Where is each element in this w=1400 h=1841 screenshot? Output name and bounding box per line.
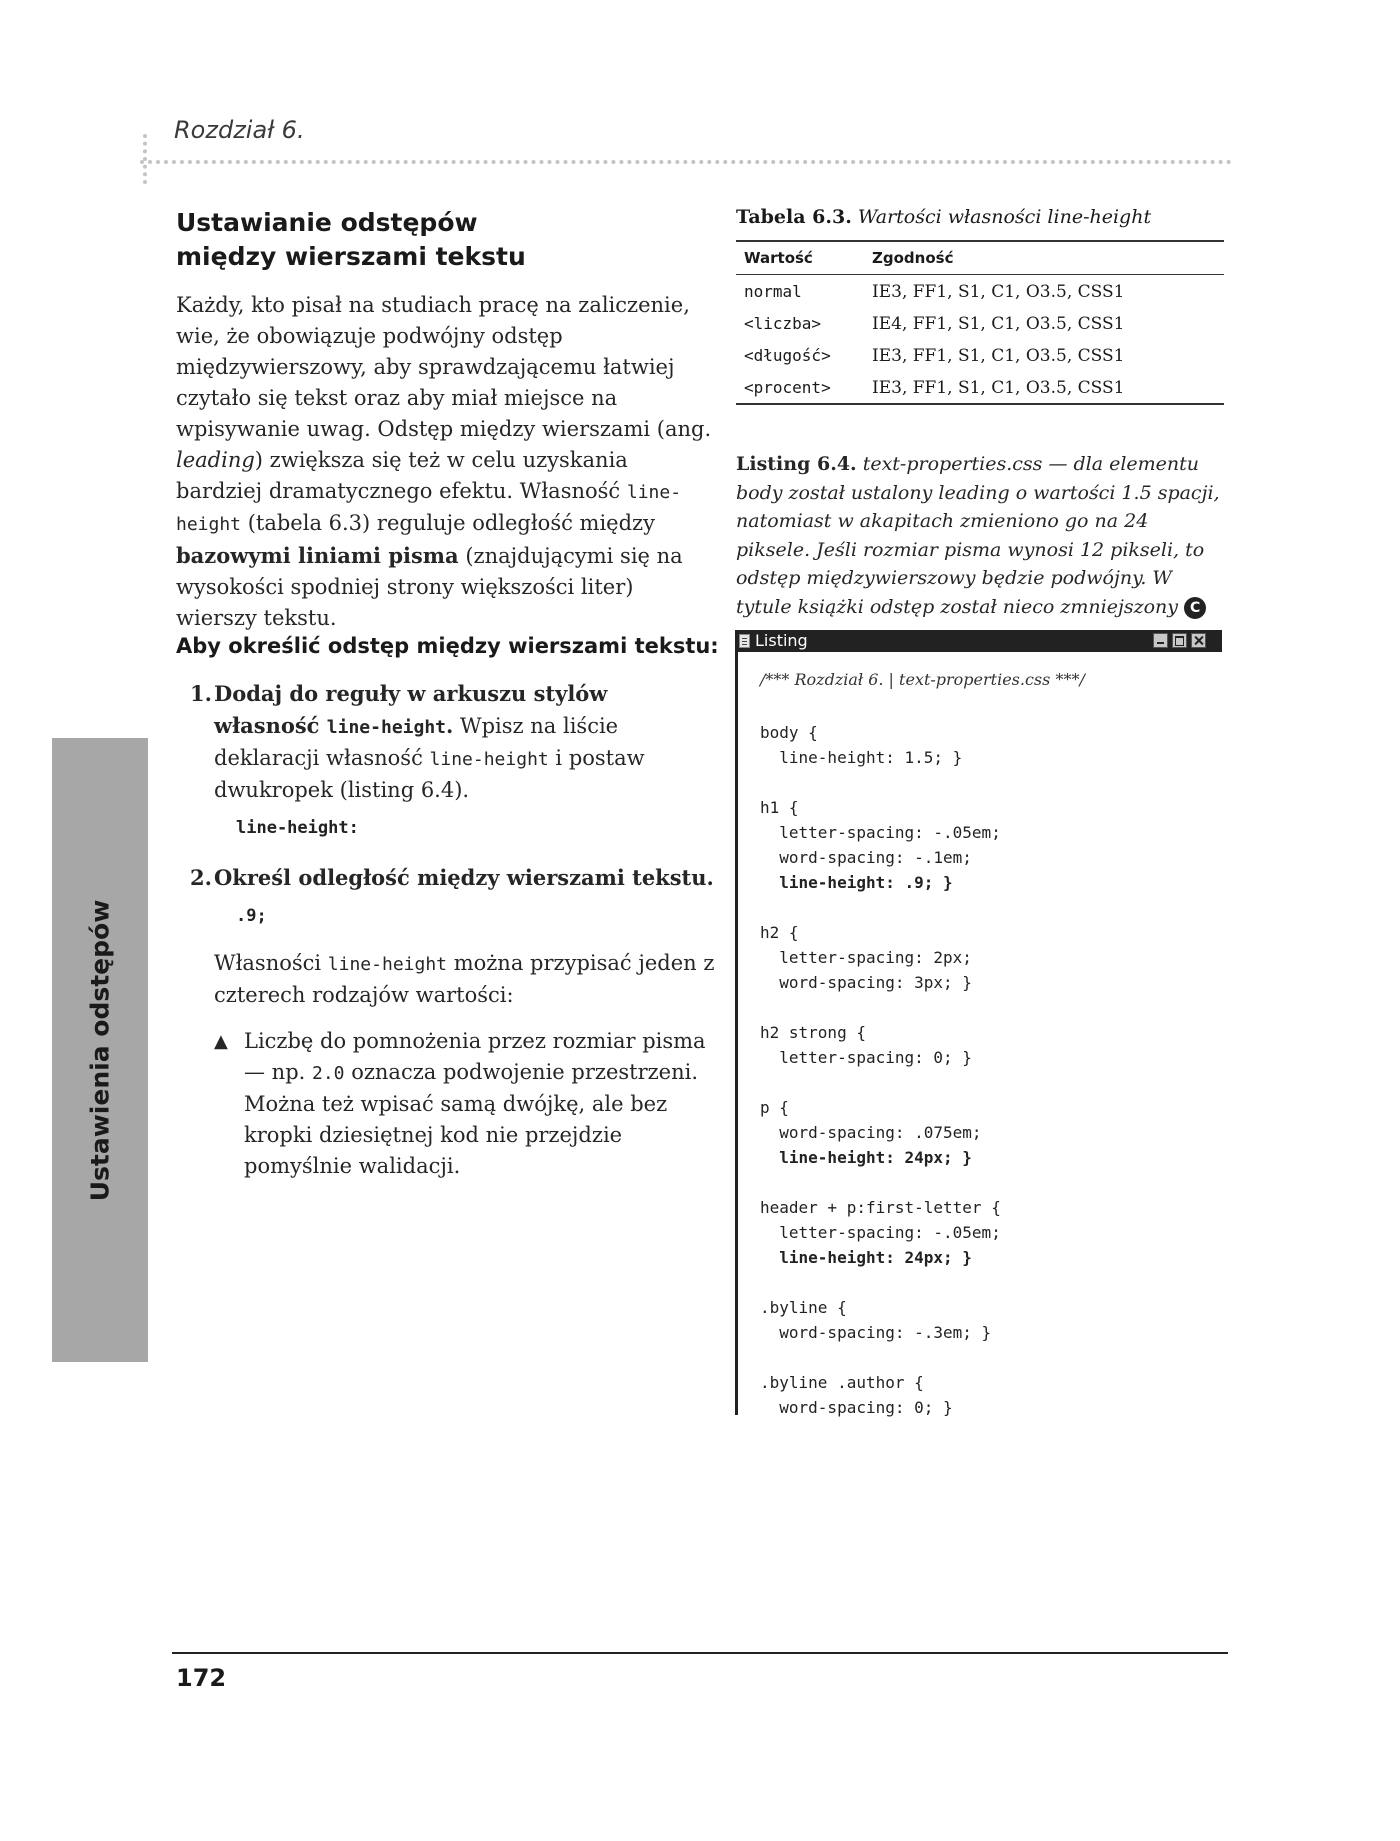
- code-line: h2 strong {: [760, 1023, 866, 1042]
- code-line: word-spacing: 0; }: [760, 1398, 953, 1417]
- code-line: h2 {: [760, 923, 799, 942]
- code-line: h1 {: [760, 798, 799, 817]
- code-blank-line: [760, 1070, 1220, 1095]
- intro-bold: bazowymi liniami pisma: [176, 543, 459, 568]
- table-row: [736, 371, 1224, 404]
- section-title-line1: Ustawianie odstępów: [176, 208, 478, 237]
- code-listing: [760, 670, 1220, 1420]
- close-icon[interactable]: [1191, 633, 1206, 648]
- table-cell-compat: IE3, FF1, S1, C1, O3.5, CSS1: [864, 371, 1224, 404]
- code-blank-line: [760, 895, 1220, 920]
- code-lines: [760, 720, 1220, 1420]
- howto-title: Aby określić odstęp między wierszami tekstu:: [176, 634, 719, 658]
- step-1-bold: Dodaj do reguły w arkuszu stylów własność: [214, 681, 608, 738]
- table-cell-compat: IE3, FF1, S1, C1, O3.5, CSS1: [872, 345, 1125, 366]
- side-tab-label: Ustawienia odstępów: [85, 899, 115, 1201]
- bullet-item: [214, 1026, 718, 1182]
- table-header-compat: Zgodność: [864, 241, 1224, 275]
- figure-badge-icon: C: [1184, 597, 1206, 619]
- code-line: word-spacing: -.3em; }: [760, 1323, 992, 1342]
- code-line: .byline {: [760, 1298, 847, 1317]
- step-1-number: 1.: [190, 681, 212, 706]
- table-row: [736, 339, 1224, 371]
- code-blank-line: [760, 1170, 1220, 1195]
- step-2-number: 2.: [190, 865, 212, 890]
- code-line: line-height: 24px; }: [760, 1248, 972, 1267]
- values-code: line-height: [327, 954, 448, 975]
- bullet-text: Liczbę do pomnożenia przez rozmiar pisma — np.: [244, 1029, 706, 1084]
- code-line: letter-spacing: -.05em;: [760, 1223, 1001, 1242]
- code-line: header + p:first-letter {: [760, 1198, 1001, 1217]
- code-line: word-spacing: -.1em;: [760, 848, 972, 867]
- table-header-row: [736, 241, 1224, 275]
- code-blank-line: [760, 1270, 1220, 1295]
- values-text: Własności: [214, 951, 328, 975]
- step-1: [176, 678, 716, 806]
- code-line: p {: [760, 1098, 789, 1117]
- table-cell-compat: IE3, FF1, S1, C1, O3.5, CSS1: [872, 281, 1125, 302]
- table-row: [736, 307, 1224, 339]
- header-dotted-corner: [143, 134, 147, 184]
- table-caption: [736, 206, 1216, 228]
- code-blank-line: [760, 770, 1220, 795]
- step-1-bold-end: .: [446, 713, 454, 738]
- intro-code: line-height: [176, 482, 682, 535]
- code-comment: /*** Rozdział 6. | text-properties.css ***/: [760, 670, 1085, 689]
- code-blank-line: [760, 1345, 1220, 1370]
- step-2-code-example: .9;: [236, 906, 267, 926]
- table-cell-compat: IE4, FF1, S1, C1, O3.5, CSS1: [872, 313, 1125, 334]
- listing-caption-label: Listing 6.4.: [736, 453, 857, 475]
- step-2: [176, 862, 716, 894]
- code-line: line-height: 24px; }: [760, 1148, 972, 1167]
- section-title-line2: między wierszami tekstu: [176, 242, 526, 271]
- intro-text-2: ) zwiększa się też w celu uzyskania bardziej dramatycznego efektu. Własność: [176, 448, 628, 503]
- table-cell-value: normal: [744, 282, 802, 301]
- values-paragraph: [214, 948, 718, 1011]
- listing-caption: [736, 450, 1220, 621]
- intro-paragraph: [176, 290, 716, 634]
- intro-text-3: (tabela 6.3) reguluje odległość między: [241, 511, 655, 535]
- table-caption-label: Tabela 6.3.: [736, 206, 852, 228]
- code-line: body {: [760, 723, 818, 742]
- step-1-text: Wpisz na liście deklaracji własność: [214, 714, 619, 770]
- code-line: letter-spacing: 0; }: [760, 1048, 972, 1067]
- table-cell-value: <liczba>: [744, 314, 822, 333]
- listing-caption-text: text-properties.css — dla elementu body został ustalony leading o wartości 1.5 spacji, natomiast w akapitach zmieniono go na 24 piksele. Jeśli rozmiar pisma wynosi 12 pikseli, to odstęp międzywierszowy będzie podwójny. W tytule książki odstęp został nieco zmniejszony: [736, 453, 1220, 618]
- step-1-bold-code: line-height: [326, 717, 447, 738]
- intro-text-4: (znajdującymi się na wysokości spodniej strony większości liter) wierszy tekstu.: [176, 544, 683, 630]
- step-1-text-end: i postaw dwukropek (listing 6.4).: [214, 746, 645, 802]
- listing-window-title: Listing: [755, 631, 808, 650]
- code-line: letter-spacing: 2px;: [760, 948, 972, 967]
- table-cell-value: <procent>: [736, 371, 864, 404]
- code-gap: [760, 695, 1220, 720]
- step-2-bold: Określ odległość między wierszami tekstu.: [214, 865, 714, 890]
- step-1-code-example: line-height:: [236, 818, 359, 838]
- listing-window: [735, 630, 1222, 1415]
- minimize-icon[interactable]: [1153, 633, 1168, 648]
- triangle-bullet-icon: ▲: [214, 1031, 228, 1052]
- maximize-icon[interactable]: [1172, 633, 1187, 648]
- intro-italic: leading: [176, 448, 255, 472]
- code-line: letter-spacing: -.05em;: [760, 823, 1001, 842]
- header-dotted-rule: [140, 160, 1232, 164]
- code-line: word-spacing: .075em;: [760, 1123, 982, 1142]
- code-line: word-spacing: 3px; }: [760, 973, 972, 992]
- side-tab: [52, 738, 148, 1362]
- section-title: [176, 206, 736, 274]
- code-line: .byline .author {: [760, 1373, 924, 1392]
- listing-titlebar: [735, 630, 1222, 652]
- values-text-2: można przypisać jeden z czterech rodzajów wartości:: [214, 951, 715, 1007]
- bullet-text-2: oznacza podwojenie przestrzeni. Można też wpisać samą dwójkę, ale bez kropki dziesiętnej kod nie przejdzie pomyślnie walidacji.: [244, 1060, 699, 1178]
- bullet-code: 2.0: [312, 1063, 345, 1084]
- listing-left-rule: [735, 652, 738, 1415]
- code-blank-line: [760, 995, 1220, 1020]
- code-line: line-height: 1.5; }: [760, 748, 963, 767]
- line-height-table: [736, 240, 1224, 405]
- code-line: line-height: .9; }: [760, 873, 953, 892]
- table-cell-value: <długość>: [744, 346, 831, 365]
- document-icon: [739, 634, 750, 648]
- table-header-value: Wartość: [736, 241, 864, 275]
- footer-rule: [172, 1652, 1228, 1654]
- chapter-header: Rozdział 6.: [174, 116, 305, 144]
- step-1-code: line-height: [429, 749, 549, 770]
- intro-text: Każdy, kto pisał na studiach pracę na zaliczenie, wie, że obowiązuje podwójny odstęp międzywierszowy, aby sprawdzającemu łatwiej czytało się tekst oraz aby miał miejsce na wpisywanie uwag. Odstęp między wierszami (ang.: [176, 293, 712, 441]
- page-number: 172: [176, 1664, 227, 1692]
- table-caption-text: Wartości własności line-height: [857, 206, 1152, 228]
- table-row: [736, 275, 1224, 308]
